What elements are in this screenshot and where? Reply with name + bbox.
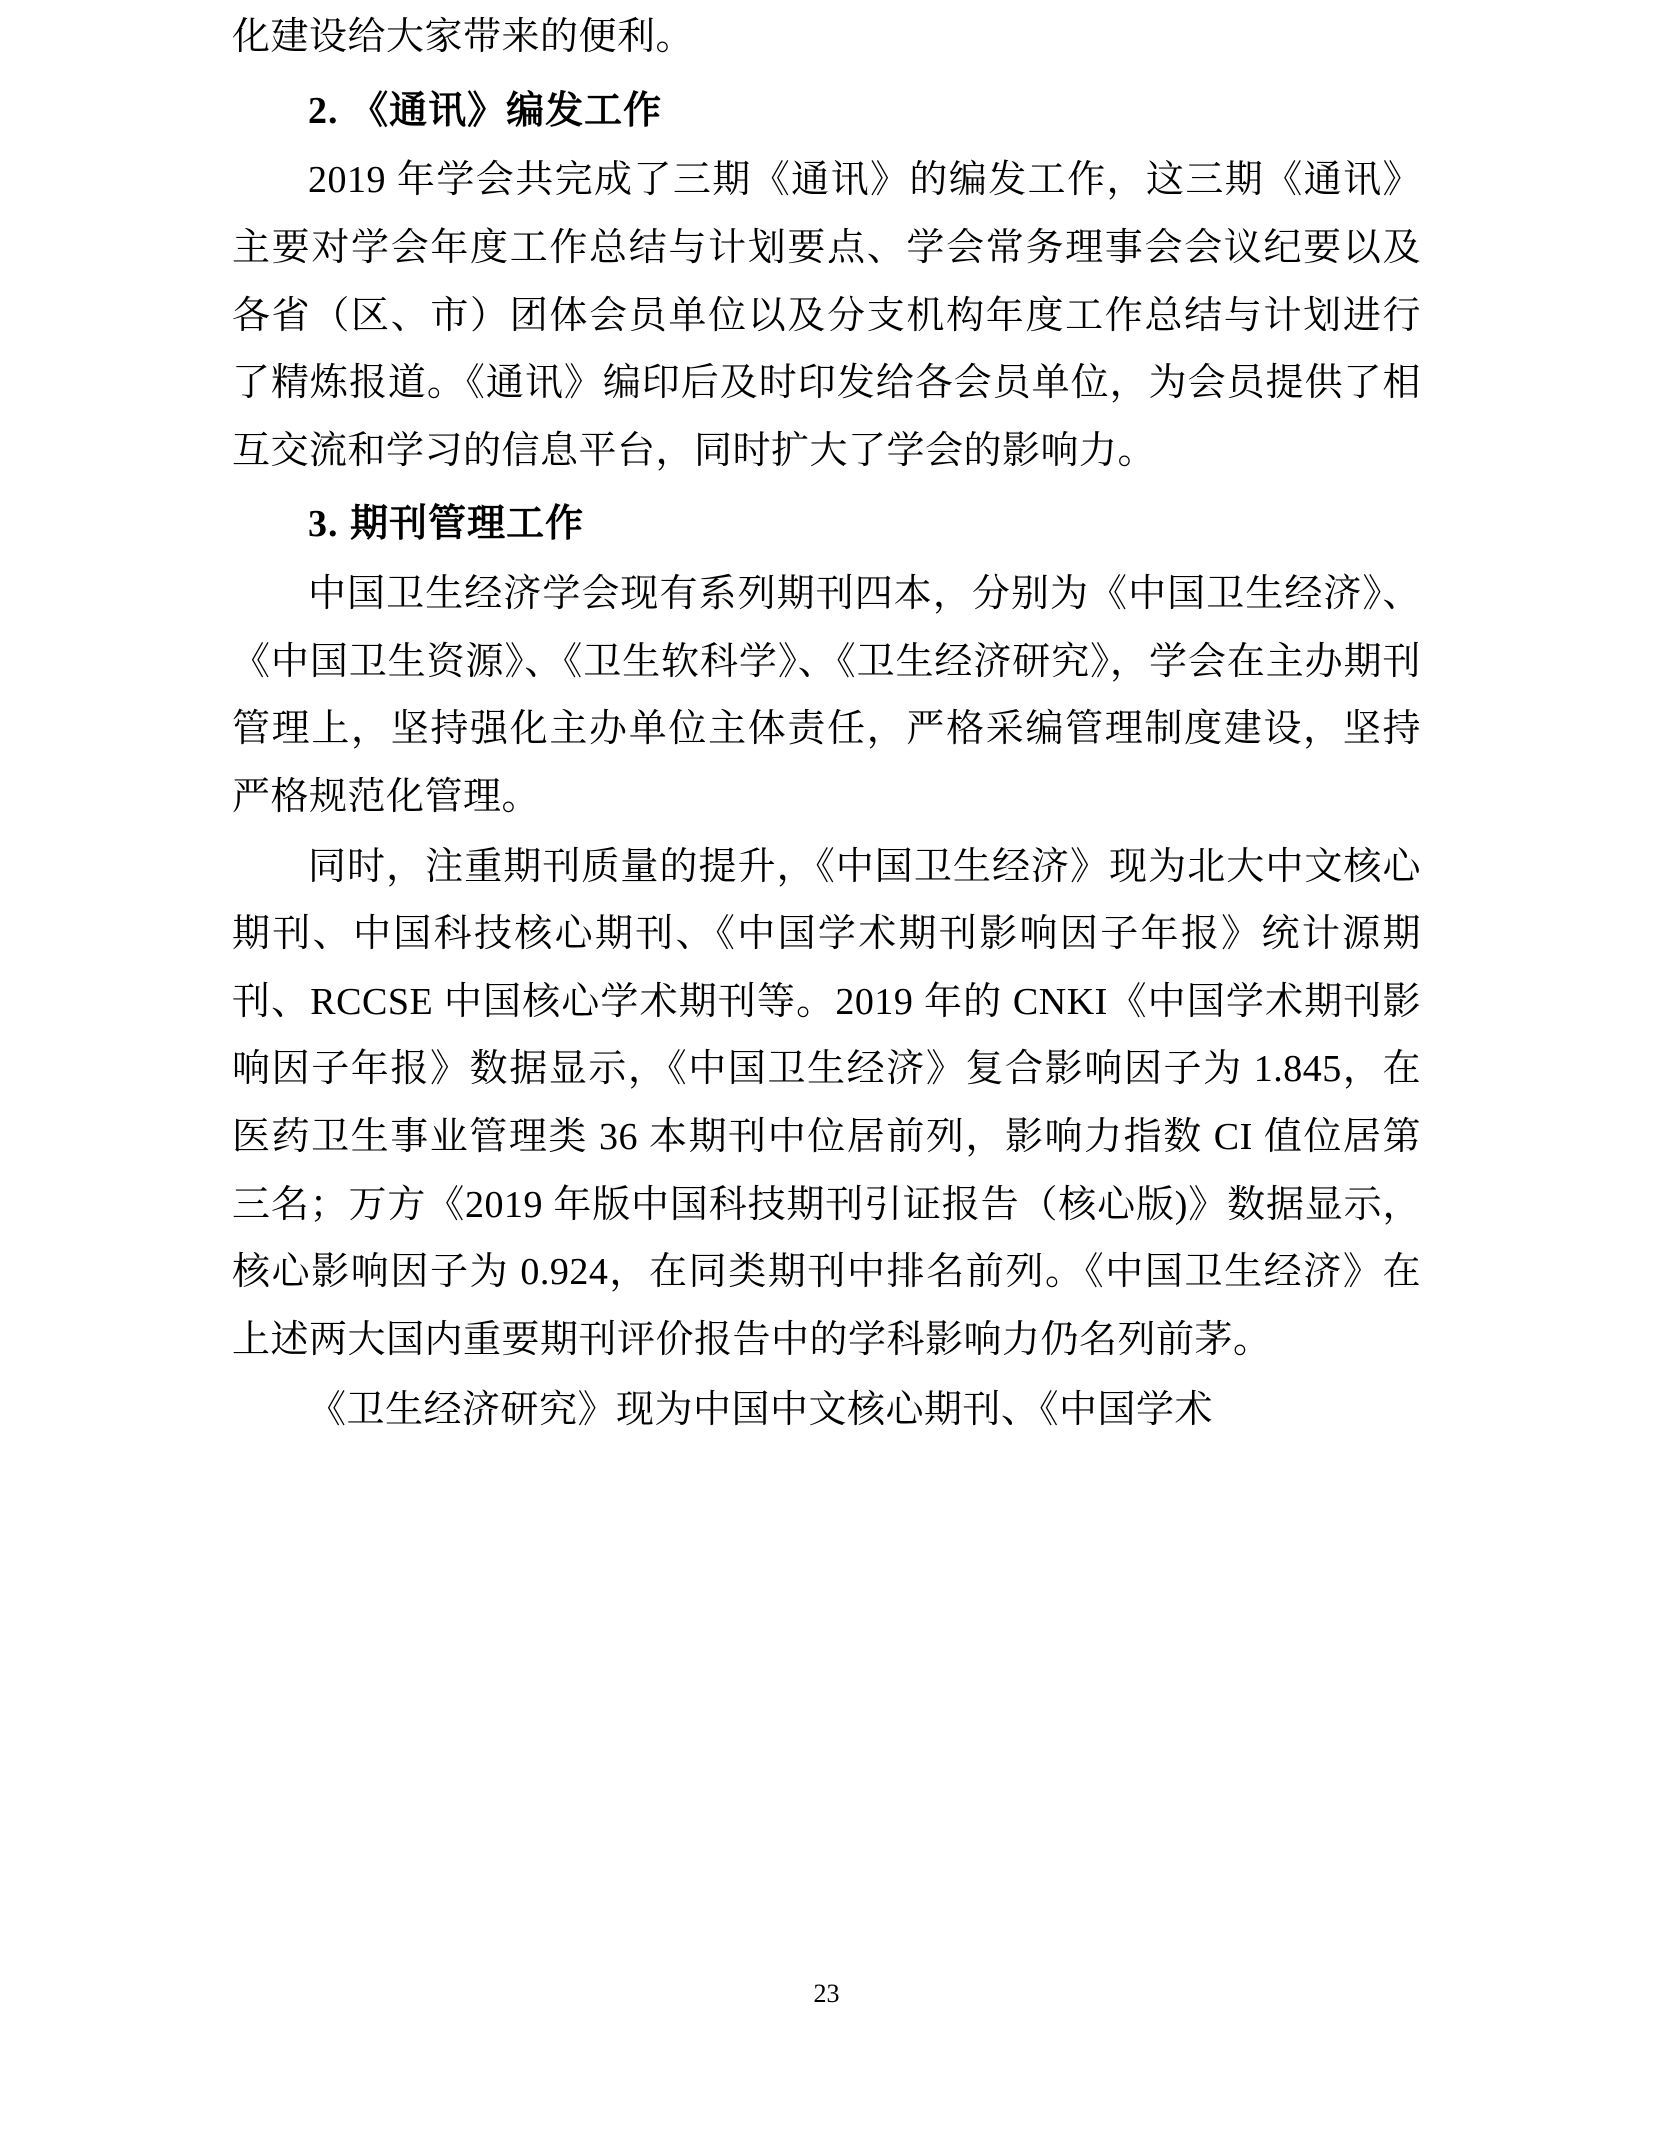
section-heading-text: 《通讯》编发工作 [350,89,663,132]
document-page [0,4,1653,2137]
section-heading-text: 期刊管理工作 [350,503,585,546]
paragraph-health-economics-research: 《卫生经济研究》现为中国中文核心期刊、《中国学术 [308,1388,1214,1431]
section-heading-3 [232,491,1421,559]
section-number: 2. [308,89,339,132]
paragraph-journal-quality: 同时，注重期刊质量的提升，《中国卫生经济》现为北大中文核心期刊、中国科技核心期刊、《中国学术期刊影响因子年报》统计源期刊、RCCSE 中国核心学术期刊等。2019 年的 CNKI《中国学术期刊影响因子年报》数据显示，《中国卫生经济》复合影响因子为 1.845，在医药卫生事业管理类 36 本期刊中位居前列，影响力指数 CI 值位居第三名；万方《2019 年版中国科技期刊引证报告（核心版)》数据显示，核心影响因子为 0.924，在同类期刊中排名前列。《中国卫生经济》在上述两大国内重要期刊评价报告中的学科影响力仍名列前茅。 [232,845,1421,1361]
page-number: 23 [813,1979,840,2008]
paragraph-journal-list: 中国卫生经济学会现有系列期刊四本，分别为《中国卫生经济》、《中国卫生资源》、《卫生软科学》、《卫生经济研究》，学会在主办期刊管理上，坚持强化主办单位主体责任，严格采编管理制度建设，坚持严格规范化管理。 [232,573,1421,818]
section-heading-2 [232,78,1421,146]
paragraph-continuation: 化建设给大家带来的便利。 [232,16,695,58]
paragraph-tongxun-work: 2019 年学会共完成了三期《通讯》的编发工作，这三期《通讯》主要对学会年度工作总结与计划要点、学会常务理事会会议纪要以及各省（区、市）团体会员单位以及分支机构年度工作总结与计划进行了精炼报道。《通讯》编印后及时印发给各会员单位，为会员提供了相互交流和学习的信息平台，同时扩大了学会的影响力。 [232,159,1421,472]
section-number: 3. [308,503,339,546]
